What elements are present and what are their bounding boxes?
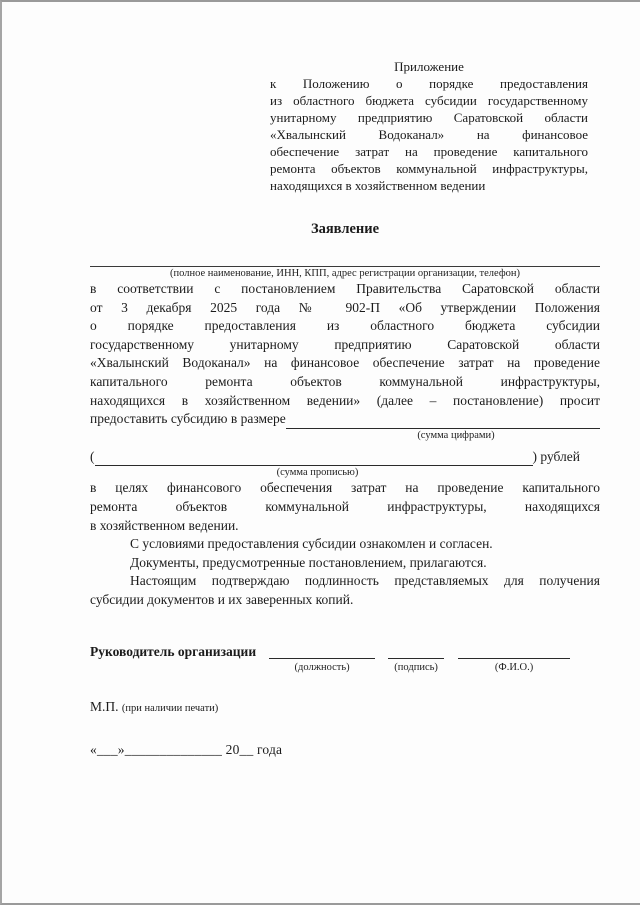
document-title: Заявление: [310, 221, 380, 237]
signature-field: [388, 643, 444, 674]
rubles-caption-row: [90, 466, 545, 479]
stamp-row: [90, 698, 600, 717]
rubles-blank: [95, 451, 533, 466]
statement-conditions: С условиями предоставления субсидии ознакомлен и согласен.: [130, 536, 493, 552]
amount-row: [90, 410, 600, 429]
fio-caption: (Ф.И.О.): [494, 661, 534, 673]
amount-label: предоставить субсидию в размере: [90, 411, 286, 427]
appendix-lines: к Положению о порядке предоставления из областного бюджета субсидии государственному унитарному предприятию Саратовской области «Хвалынский Водоканал» на финансовое обеспечение затрат на проведение капитального ремонта объектов коммунальной инфраструктуры, находящихся в хозяйственном ведении: [270, 76, 588, 193]
statement-documents: Документы, предусмотренные постановлением, прилагаются.: [130, 554, 487, 570]
stamp-note: (при наличии печати): [121, 702, 219, 714]
rubles-label: ) рублей: [532, 448, 581, 464]
fio-blank: [458, 643, 570, 659]
fio-field: [458, 643, 570, 674]
appendix-block: [270, 58, 588, 194]
amount-blank: [286, 414, 600, 429]
appendix-title: Приложение: [394, 59, 464, 74]
position-blank: [269, 643, 375, 659]
document-content: [90, 58, 600, 758]
amount-caption-row: [90, 429, 600, 442]
body-paragraph-2: в целях финансового обеспечения затрат на проведение капитального ремонта объектов коммунальной инфраструктуры, находящихся в хозяйственном ведении.: [90, 480, 600, 533]
signature-blank: [388, 643, 444, 659]
signature-label: Руководитель организации: [90, 643, 257, 659]
stamp-label: М.П.: [90, 698, 119, 714]
rubles-caption: (сумма прописью): [276, 467, 359, 479]
rubles-row: [90, 448, 600, 467]
date-line: «___»______________ 20__ года: [90, 741, 283, 757]
signature-row: [90, 643, 600, 674]
position-caption: (должность): [294, 661, 350, 673]
rubles-open-paren: (: [90, 448, 95, 464]
amount-caption: (сумма цифрами): [417, 429, 495, 441]
position-field: [269, 643, 375, 674]
confirmation-paragraph: Настоящим подтверждаю подлинность представляемых для получения субсидии документов и их заверенных копий.: [90, 573, 600, 607]
org-name-caption: (полное наименование, ИНН, КПП, адрес регистрации организации, телефон): [169, 268, 520, 279]
body-paragraph-1: в соответствии с постановлением Правительства Саратовской области от 3 декабря 2025 года № 902-П «Об утверждении Положения о порядке предоставления из областного бюджета субсидии государственному унитарному предприятию Саратовской области «Хвалынский Водоканал» на финансовое обеспечение затрат на проведение капитального ремонта объектов коммунальной инфраструктуры, находящихся в хозяйственном ведении» (далее – постановление) просит: [90, 281, 600, 408]
signature-caption: (подпись): [394, 661, 438, 673]
